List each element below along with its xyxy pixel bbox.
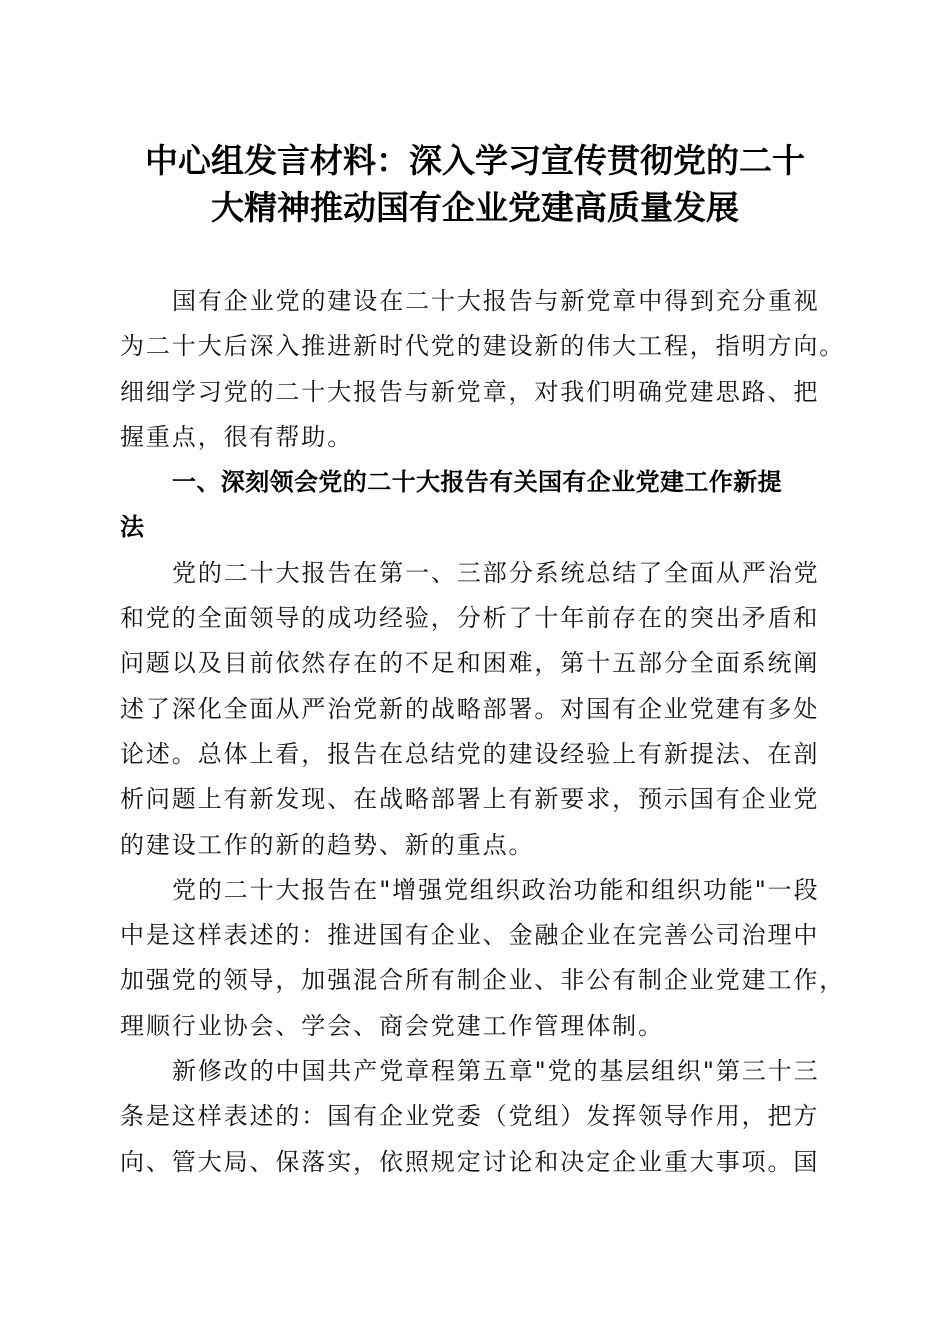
title-line-2: 大精神推动国有企业党建高质量发展 [211, 188, 739, 227]
paragraph-line: 析问题上有新发现、在战略部署上有新要求，预示国有企业党 [120, 785, 820, 814]
document-title [100, 137, 850, 231]
paragraph-report-summary [120, 551, 840, 868]
paragraph-intro [120, 279, 846, 460]
document-body [120, 279, 846, 1185]
heading-line: 一、深刻领会党的二十大报告有关国有企业党建工作新提 [172, 468, 782, 497]
paragraph-line: 的建设工作的新的趋势、新的重点。 [120, 830, 535, 859]
paragraph-line: 新修改的中国共产党章程第五章"党的基层组织"第三十三 [172, 1057, 820, 1086]
paragraph-line: 向、管大局、保落实，依照规定讨论和决定企业重大事项。国 [120, 1147, 820, 1176]
paragraph-line: 条是这样表述的：国有企业党委（党组）发挥领导作用，把方 [120, 1102, 820, 1131]
paragraph-line: 党的二十大报告在第一、三部分系统总结了全面从严治党 [172, 558, 820, 587]
paragraph-line: 论述。总体上看，报告在总结党的建设经验上有新提法、在剖 [120, 739, 820, 768]
paragraph-party-constitution [120, 1049, 840, 1185]
paragraph-line: 加强党的领导，加强混合所有制企业、非公有制企业党建工作， [120, 966, 846, 995]
paragraph-line: 中是这样表述的：推进国有企业、金融企业在完善公司治理中 [120, 921, 820, 950]
paragraph-line: 国有企业党的建设在二十大报告与新党章中得到充分重视 [172, 287, 820, 315]
paragraph-line: 握重点，很有帮助。 [120, 422, 354, 451]
paragraph-report-quote [120, 868, 846, 1049]
paragraph-line: 述了深化全面从严治党新的战略部署。对国有企业党建有多处 [120, 694, 820, 723]
title-line-1: 中心组发言材料：深入学习宣传贯彻党的二十 [145, 141, 805, 180]
paragraph-line: 理顺行业协会、学会、商会党建工作管理体制。 [120, 1011, 664, 1040]
section-heading-1 [120, 460, 840, 551]
paragraph-line: 为二十大后深入推进新时代党的建设新的伟大工程，指明方向。 [120, 332, 846, 361]
paragraph-line: 细细学习党的二十大报告与新党章，对我们明确党建思路、把 [120, 377, 820, 406]
paragraph-line: 和党的全面领导的成功经验，分析了十年前存在的突出矛盾和 [120, 604, 820, 633]
paragraph-line: 问题以及目前依然存在的不足和困难，第十五部分全面系统阐 [120, 649, 820, 678]
heading-line: 法 [120, 513, 145, 542]
paragraph-line: 党的二十大报告在"增强党组织政治功能和组织功能"一段 [172, 875, 820, 904]
